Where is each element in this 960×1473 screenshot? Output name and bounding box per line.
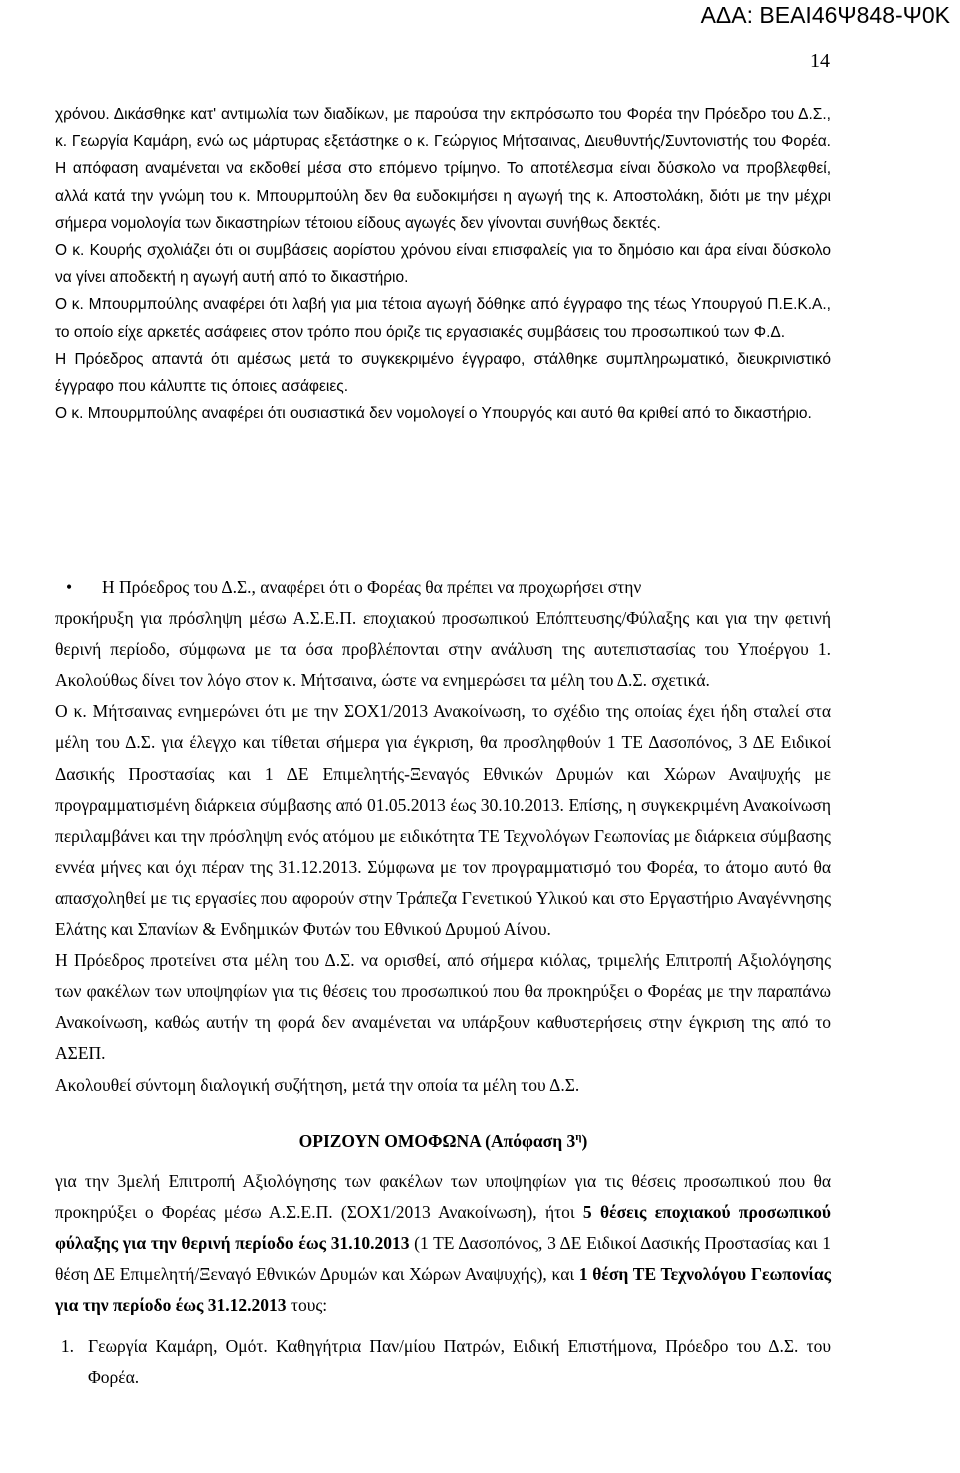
- paragraph: Ακολουθεί σύντομη διαλογική συζήτηση, μετά την οποία τα μέλη του Δ.Σ.: [55, 1074, 580, 1095]
- bullet-continuation: προκήρυξη για πρόσληψη μέσω Α.Σ.Ε.Π. εποχιακού προσωπικού Επόπτευσης/Φύλαξης και για την φετινή θερινή περίοδο, σύμφωνα με τα όσα προβλέπονται στην ανάλυση της αυτεπιστασίας του Υποέργου 1. Ακολούθως δίνει τον λόγο στον κ. Μήτσαινα, ώστε να ενημερώσει τα μέλη του Δ.Σ. σχετικά.: [55, 608, 831, 691]
- decision-heading: ΟΡΙΖΟΥΝ ΟΜΟΦΩΝΑ (Απόφαση $3^\eta$): [298, 1130, 588, 1151]
- paragraph: Ο κ. Μπουρμπούλης αναφέρει ότι λαβή για μια τέτοια αγωγή δόθηκε από έγγραφο της τέως Υπουργού Π.Ε.Κ.Α., το οποίο είχε αρκετές ασάφειες στον τρόπο που όριζε τις εργασιακές συμβάσεις του προσωπικού των Φ.Δ.: [55, 296, 831, 341]
- paragraph: Η Πρόεδρος απαντά ότι αμέσως μετά το συγκεκριμένο έγγραφο, στάλθηκε συμπληρωματικό, διευκρινιστικό έγγραφο που κάλυπτε τις όποιες ασάφειες.: [55, 350, 831, 396]
- decision-text: για την 3μελή Επιτροπή Αξιολόγησης των φακέλων των υποψηφίων για τις θέσεις προσωπικού που θα προκηρύξει ο Φορέας μέσω Α.Σ.Ε.Π. (ΣΟΧ1/2013 Ανακοίνωση), ήτοι 5 θέσεις εποχιακού προσωπικού φύλαξης για την θερινή περίοδο έως 31.10.2013 (1 ΤΕ Δασοπόνος, 3 ΔΕ Ειδικοί Δασικής Προστασίας και 1 θέση ΔΕ Επιμελητή/Ξεναγό Εθνικών Δρυμών και Χώρων Αναψυχής), και 1 θέση ΤΕ Τεχνολόγου Γεωπονίας για την περίοδο έως 31.12.2013 τους:: [55, 1170, 831, 1315]
- paragraph: χρόνου. Δικάσθηκε κατ' αντιμωλία των διαδίκων, με παρούσα την εκπρόσωπο του Φορέα την Πρόεδρο του Δ.Σ., κ. Γεωργία Καμάρη, ενώ ως μάρτυρας εξετάστηκε ο κ. Γεώργιος Μήτσαινας, Διευθυντής/Συντονιστής του Φορέα. Η απόφαση αναμένεται να εκδοθεί μέσα στο επόμενο τρίμηνο. Το αποτέλεσμα είναι δύσκολο να προβλεφθεί, αλλά κατά την γνώμη του κ. Μπουρμπούλη δεν θα ευδοκιμήσει η αγωγή της κ. Αποστολάκη, διότι με την μέχρι σήμερα νομολογία των δικαστηρίων τέτοιου είδους αγωγές δεν γίνονται συνήθως δεκτές.: [55, 106, 831, 232]
- paragraph: Ο κ. Μήτσαινας ενημερώνει ότι με την ΣΟΧ1/2013 Ανακοίνωση, το σχέδιο της οποίας έχει ήδη σταλεί στα μέλη του Δ.Σ. για έλεγχο και τίθεται σήμερα για έγκριση, θα προσληφθούν 1 ΤΕ Δασοπόνος, 3 ΔΕ Ειδικοί Δασικής Προστασίας και 1 ΔΕ Επιμελητής-Ξεναγός Εθνικών Δρυμών και Χώρων Αναψυχής με προγραμματισμένη διάρκεια σύμβασης από 01.05.2013 έως 30.10.2013. Επίσης, η συγκεκριμένη Ανακοίνωση περιλαμβάνει και την πρόσληψη ενός ατόμου με ειδικότητα ΤΕ Τεχνολόγων Γεωπονίας με διάρκεια σύμβασης εννέα μήνες και όχι πέραν της 31.12.2013. Σύμφωνα με τον προγραμματισμό του Φορέα, το άτομο αυτό θα απασχοληθεί με τις εργασίες που αφορούν στην Τράπεζα Γενετικού Υλικού και στο Εργαστήριο Αναγέννησης Ελάτης και Σπανίων & Ενδημικών Φυτών του Εθνικού Δρυμού Αίνου.: [55, 701, 831, 940]
- paragraph: Ο κ. Μπουρμπούλης αναφέρει ότι ουσιαστικά δεν νομολογεί ο Υπουργός και αυτό θα κριθεί από το δικαστήριο.: [55, 405, 812, 423]
- page-number: 14: [810, 50, 830, 72]
- minutes-text-serif: [55, 572, 831, 1393]
- member-number: 1.: [60, 1335, 74, 1356]
- member-list-item: [55, 1331, 831, 1393]
- bullet-icon: •: [66, 577, 73, 597]
- ada-code: ΑΔΑ: ΒΕΑΙ46Ψ848-Ψ0Κ: [700, 2, 950, 28]
- bullet-item: [55, 572, 831, 696]
- member-text: Γεωργία Καμάρη, Ομότ. Καθηγήτρια Παν/μίου Πατρών, Ειδική Επιστήμονα, Πρόεδρο του Δ.Σ. του Φορέα.: [88, 1335, 831, 1388]
- paragraph: Ο κ. Κουρής σχολιάζει ότι οι συμβάσεις αορίστου χρόνου είναι επισφαλείς για το δημόσιο και άρα είναι δύσκολο να γίνει αποδεκτή η αγωγή αυτή από το δικαστήριο.: [55, 242, 831, 287]
- bullet-first-line: Η Πρόεδρος του Δ.Σ., αναφέρει ότι ο Φορέας θα πρέπει να προχωρήσει στην: [102, 577, 642, 597]
- paragraph: Η Πρόεδρος προτείνει στα μέλη του Δ.Σ. να ορισθεί, από σήμερα κιόλας, τριμελής Επιτροπή Αξιολόγησης των φακέλων των υποψηφίων για τις θέσεις του προσωπικού που θα προκηρύξει ο Φορέας με την παραπάνω Ανακοίνωση, καθώς αυτήν τη φορά δεν αναμένεται να υπάρξουν καθυστερήσεις στην έγκριση της από το ΑΣΕΠ.: [55, 950, 831, 1064]
- minutes-text-sans: [55, 101, 831, 427]
